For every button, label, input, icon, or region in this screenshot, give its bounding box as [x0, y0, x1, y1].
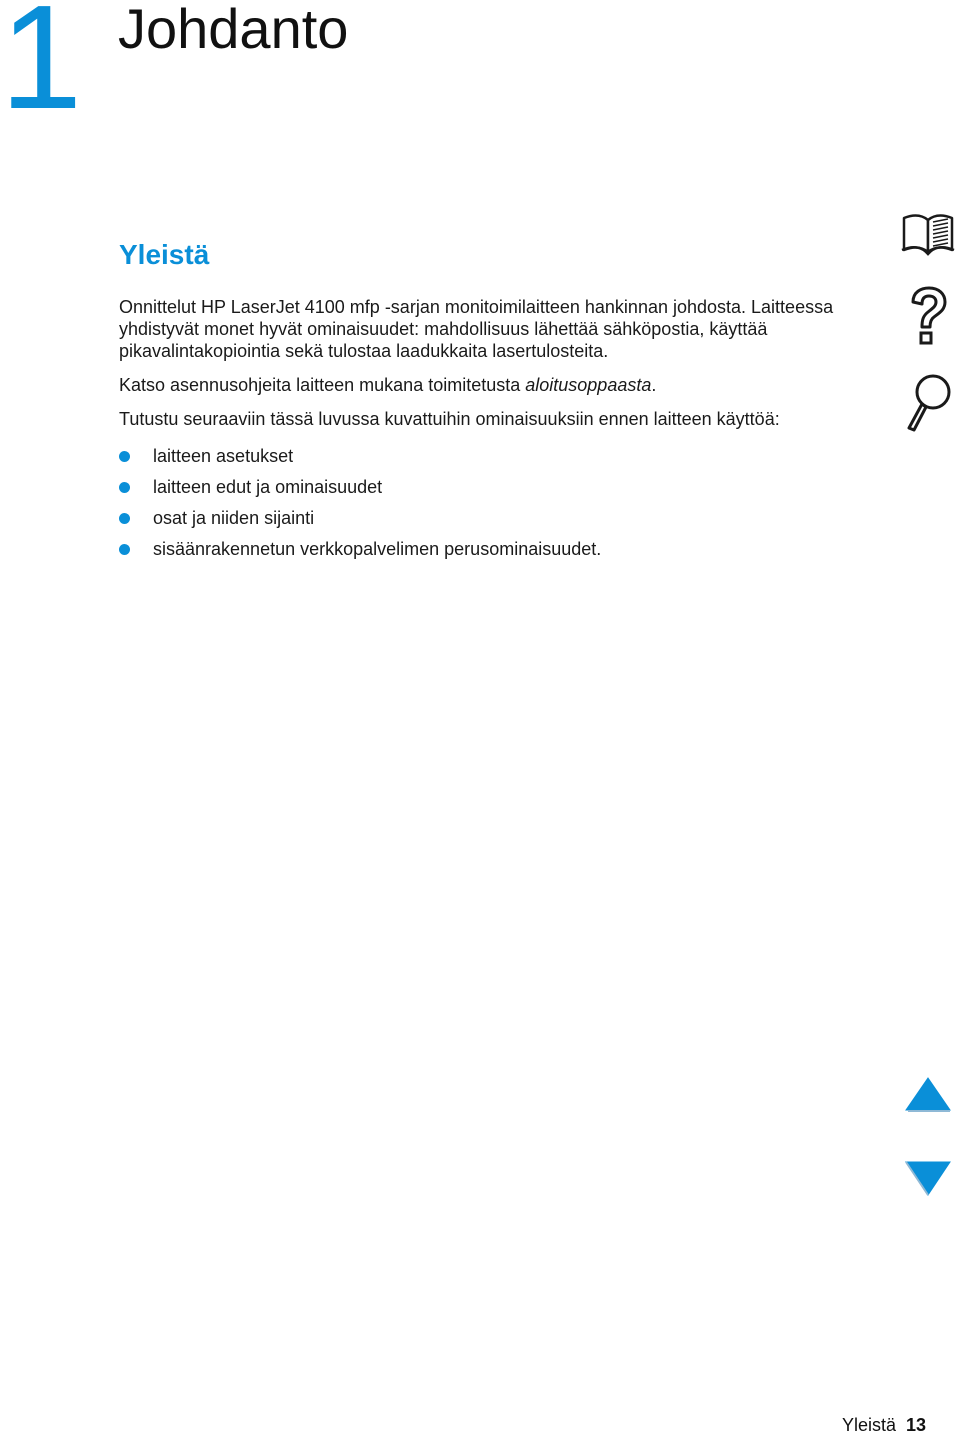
list-item-text: sisäänrakennetun verkkopalvelimen perusominaisuudet. [153, 539, 602, 559]
list-intro-paragraph: Tutustu seuraaviin tässä luvussa kuvattuihin ominaisuuksiin ennen laitteen käyttöä: [119, 409, 780, 429]
chapter-title: Johdanto [118, 0, 349, 60]
triangle-down-icon[interactable] [904, 1158, 952, 1198]
list-item [119, 472, 879, 503]
intro-paragraph: Onnittelut HP LaserJet 4100 mfp -sarjan monitoimilaitteen hankinnan johdosta. Laitteessa yhdistyvät monet hyvät ominaisuudet: mahdollisuus lähettää sähköpostia, käyttää pikavalintakopiointia sekä tulostaa laadukkaita lasertulosteita. [119, 297, 834, 361]
bullet-icon [119, 482, 130, 493]
page-footer [842, 1414, 926, 1436]
list-item-text: laitteen asetukset [153, 446, 294, 466]
magnifier-icon[interactable] [903, 372, 953, 434]
section-body [119, 296, 879, 565]
triangle-up-icon[interactable] [904, 1076, 952, 1114]
guide-title: aloitusoppaasta [525, 375, 652, 395]
list-item [119, 534, 879, 565]
list-item-text: laitteen edut ja ominaisuudet [153, 477, 383, 497]
list-item [119, 503, 879, 534]
page-number: 13 [905, 1415, 926, 1435]
list-item-text: osat ja niiden sijainti [153, 508, 315, 528]
list-item [119, 441, 879, 472]
footer-section: Yleistä [841, 1415, 896, 1435]
book-icon[interactable] [900, 210, 956, 256]
setup-paragraph [119, 374, 879, 396]
chapter-number: 1 [0, 0, 83, 140]
section-heading: Yleistä [119, 239, 210, 270]
setup-text: Katso asennusohjeita laitteen mukana toimitetusta [119, 375, 526, 395]
bullet-icon [119, 451, 130, 462]
setup-period: . [651, 375, 657, 395]
question-mark-icon[interactable] [905, 286, 951, 348]
bullet-icon [119, 513, 130, 524]
feature-list [119, 441, 879, 565]
bullet-icon [119, 544, 130, 555]
